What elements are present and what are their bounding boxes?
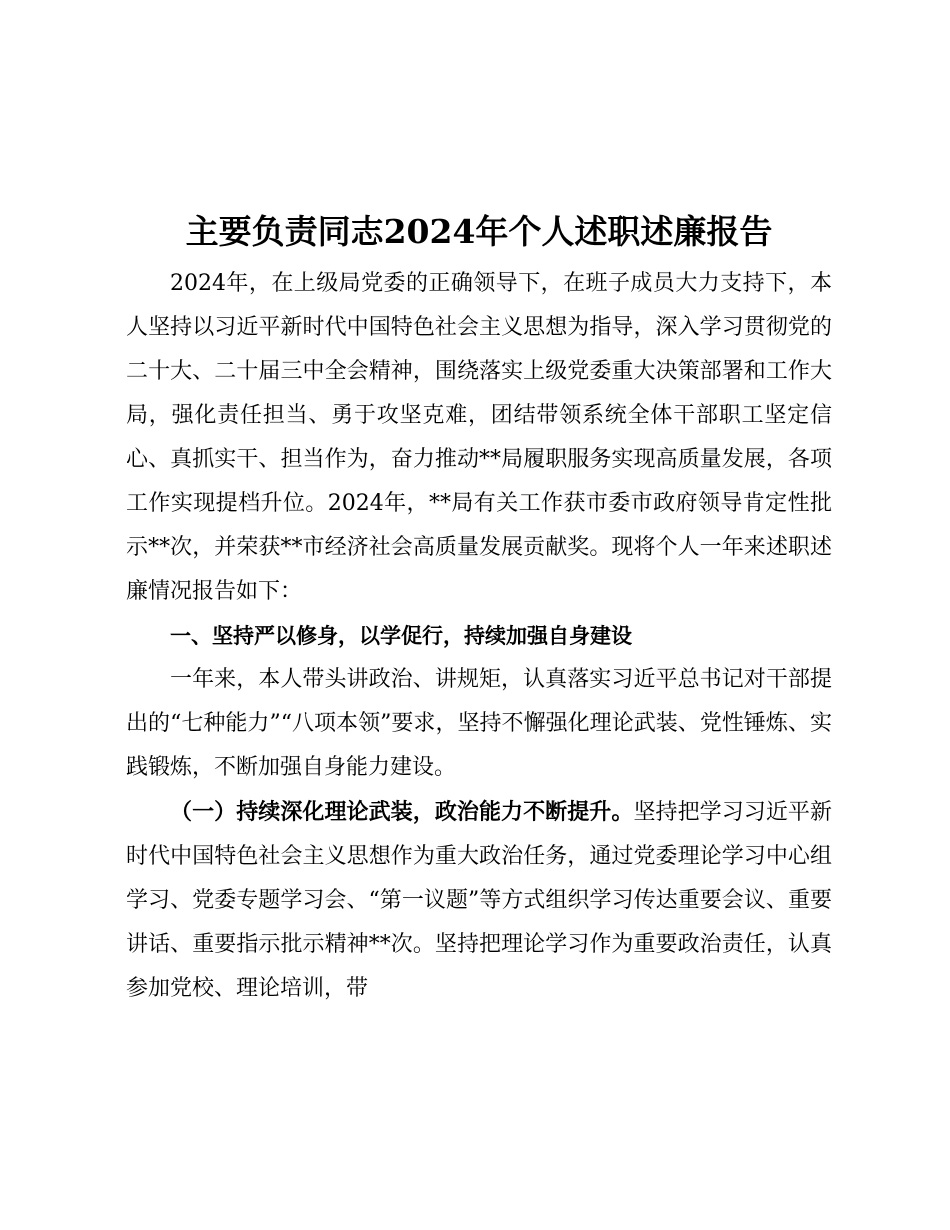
subsection-body: 坚持把学习习近平新时代中国特色社会主义思想作为重大政治任务，通过党委理论学习中心组学习、党委专题学习会、“第一议题”等方式组织学习传达重要会议、重要讲话、重要指示批示精神**次。坚持把理论学习作为重要政治责任，认真参加党校、理论培训，带 bbox=[126, 800, 832, 1001]
document-page bbox=[126, 204, 832, 1011]
section-heading: 一、坚持严以修身，以学促行，持续加强自身建设 bbox=[170, 624, 632, 648]
subsection-lead: （一）持续深化理论武装，政治能力不断提升。 bbox=[170, 799, 634, 825]
section-paragraph: 一年来，本人带头讲政治、讲规矩，认真落实习近平总书记对干部提出的“七种能力”“八项本领”要求，坚持不懈强化理论武装、党性锤炼、实践锻炼，不断加强自身能力建设。 bbox=[126, 667, 832, 780]
intro-paragraph: 2024年，在上级局党委的正确领导下，在班子成员大力支持下，本人坚持以习近平新时代中国特色社会主义思想为指导，深入学习贯彻党的二十大、二十届三中全会精神，围绕落实上级党委重大决策部署和工作大局，强化责任担当、勇于攻坚克难，团结带领系统全体干部职工坚定信心、真抓实干、担当作为，奋力推动**局履职服务实现高质量发展，各项工作实现提档升位。2024年，**局有关工作获市委市政府领导肯定性批示**次，并荣获**市经济社会高质量发展贡献奖。现将个人一年来述职述廉情况报告如下： bbox=[126, 271, 832, 604]
document-title: 主要负责同志2024年个人述职述廉报告 bbox=[185, 212, 773, 251]
subsection-paragraph bbox=[126, 790, 832, 1011]
